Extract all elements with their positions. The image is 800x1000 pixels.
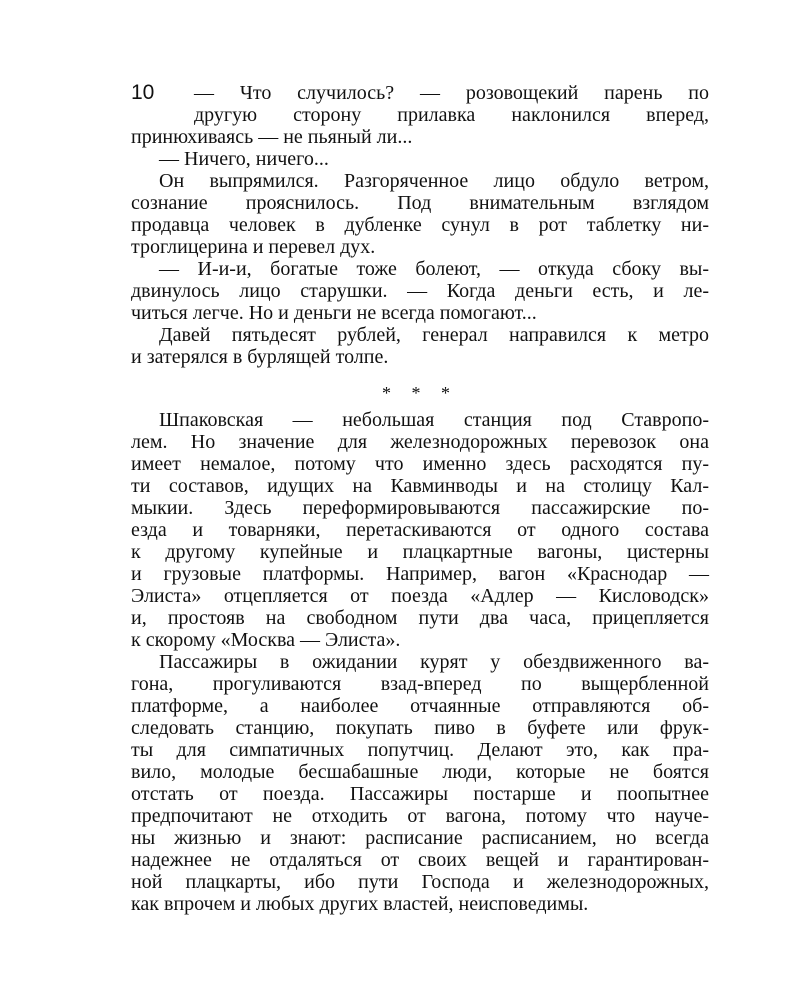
text-line: следовать станцию, покупать пиво в буфете или фрук- [131,717,709,739]
text-line: Пассажиры в ожидании курят у обездвиженного ва- [159,651,709,673]
text-block-station [131,409,709,915]
text-line: отстать от поезда. Пассажиры постарше и поопытнее [131,783,709,805]
text-block-dialogue [131,82,709,368]
text-line: двинулось лицо старушки. — Когда деньги есть, и ле- [131,280,709,302]
text-line: — Что случилось? — розовощекий парень по [194,82,709,104]
text-line: продавца человек в дубленке сунул в рот таблетку ни- [131,214,709,236]
text-line: Он выпрямился. Разгоряченное лицо обдуло ветром, [159,170,709,192]
text-line: Давей пятьдесят рублей, генерал направился к метро [159,324,709,346]
section-separator: * * * [382,383,458,403]
text-line: лем. Но значение для железнодорожных перевозок она [131,431,709,453]
page-number: 10 [131,81,155,104]
text-line: имеет немалое, потому что именно здесь расходятся пу- [131,453,709,475]
text-line: другую сторону прилавка наклонился вперед, [194,104,709,126]
text-line: Шпаковская — небольшая станция под Ставропо- [159,409,709,431]
text-line: предпочитают не отходить от вагона, потому что науче- [131,805,709,827]
text-line: читься легче. Но и деньги не всегда помогают... [131,302,537,324]
text-line: ты для симпатичных попутчиц. Делают это, как пра- [131,739,709,761]
text-line: — И-и-и, богатые тоже болеют, — откуда сбоку вы- [159,258,709,280]
text-line: надежнее не отдаляться от своих вещей и гарантирован- [131,849,709,871]
text-line: — Ничего, ничего... [159,148,329,170]
text-line: принюхиваясь — не пьяный ли... [131,126,413,148]
text-line: сознание прояснилось. Под внимательным взглядом [131,192,709,214]
text-line: ти составов, идущих на Кавминводы и на столицу Кал- [131,475,709,497]
text-line: к скорому «Москва — Элиста». [131,629,401,651]
text-line: езда и товарняки, перетаскиваются от одного состава [131,519,709,541]
text-line: к другому купейные и плацкартные вагоны, цистерны [131,541,709,563]
text-line: троглицерина и перевел дух. [131,236,376,258]
text-line: вило, молодые бесшабашные люди, которые не боятся [131,761,709,783]
text-line: мыкии. Здесь переформировываются пассажирские по- [131,497,709,519]
text-line: как впрочем и любых других властей, неисповедимы. [131,893,589,915]
text-line: Элиста» отцепляется от поезда «Адлер — Кисловодск» [131,585,709,607]
text-line: ной плацкарты, ибо пути Господа и железнодорожных, [131,871,709,893]
text-line: и, простояв на свободном пути два часа, прицепляется [131,607,709,629]
text-line: гона, прогуливаются взад-вперед по выщербленной [131,673,709,695]
text-line: платформе, а наиболее отчаянные отправляются об- [131,695,709,717]
text-line: и затерялся в бурлящей толпе. [131,346,389,368]
text-line: и грузовые платформы. Например, вагон «Краснодар — [131,563,709,585]
text-line: ны жизнью и знают: расписание расписанием, но всегда [131,827,709,849]
